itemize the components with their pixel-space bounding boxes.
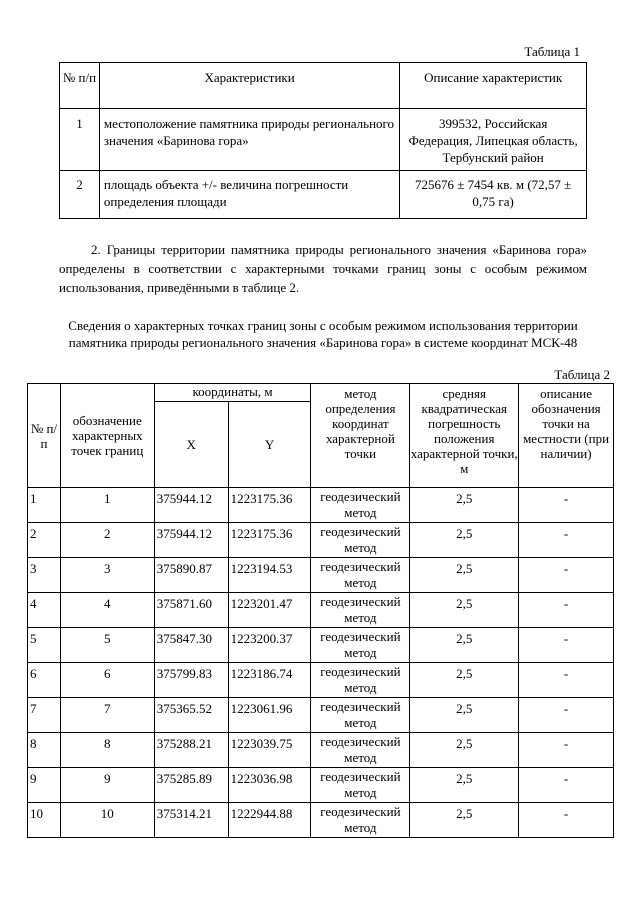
coordinates-table [27,383,614,838]
table2-cell-y: 1223175.36 [228,523,311,558]
table2-header-designation: обозначение характерных точек границ [60,384,154,488]
characteristics-table [59,62,587,219]
table2-cell-description: - [519,628,614,663]
table2-cell-num: 5 [28,628,61,663]
table2-cell-method: геодезический метод [311,488,410,523]
table2-cell-designation: 10 [60,803,154,838]
table2-body [28,488,614,838]
table2-cell-error: 2,5 [410,593,519,628]
table2-cell-error: 2,5 [410,768,519,803]
table2-cell-designation: 3 [60,558,154,593]
table2-cell-description: - [519,733,614,768]
table2-caption: Таблица 2 [554,367,610,382]
table-row [28,733,614,768]
boundary-paragraph: 2. Границы территории памятника природы регионального значения «Баринова гора» определены в соответствии с характерными точками границ зоны с особым режимом использования, приведёнными в таблице 2. [59,242,587,295]
table2-cell-num: 3 [28,558,61,593]
table2-cell-error: 2,5 [410,733,519,768]
table1-header-row [60,63,587,109]
table2-cell-x: 375871.60 [154,593,228,628]
table2-cell-y: 1223175.36 [228,488,311,523]
table2-cell-method: геодезический метод [311,768,410,803]
table1-cell: 1 [60,109,100,171]
table2-header-error: средняя квадратическая погрешность положения характерной точки, м [410,384,519,488]
table2-cell-num: 10 [28,803,61,838]
table2-cell-y: 1223039.75 [228,733,311,768]
table2-cell-designation: 9 [60,768,154,803]
table1-cell: местоположение памятника природы регионального значения «Баринова гора» [99,109,399,171]
table2-cell-num: 7 [28,698,61,733]
table2-cell-description: - [519,663,614,698]
table2-cell-error: 2,5 [410,698,519,733]
table-row [28,768,614,803]
table2-cell-description: - [519,698,614,733]
table2-cell-designation: 8 [60,733,154,768]
table2-cell-error: 2,5 [410,663,519,698]
table2-cell-x: 375944.12 [154,488,228,523]
table2-cell-method: геодезический метод [311,698,410,733]
table2-header-method: метод определения координат характерной точки [311,384,410,488]
table-row [28,488,614,523]
table2-cell-designation: 5 [60,628,154,663]
table2-cell-num: 2 [28,523,61,558]
table2-cell-designation: 2 [60,523,154,558]
table2-cell-designation: 7 [60,698,154,733]
table2-cell-num: 1 [28,488,61,523]
table2-cell-description: - [519,803,614,838]
table2-cell-method: геодезический метод [311,523,410,558]
table2-cell-x: 375944.12 [154,523,228,558]
table2-header-coordinates: координаты, м [154,384,311,402]
table2-cell-designation: 4 [60,593,154,628]
table1-header-num: № п/п [60,63,100,109]
table2-cell-method: геодезический метод [311,558,410,593]
table2-cell-x: 375799.83 [154,663,228,698]
table2-cell-num: 8 [28,733,61,768]
table2-cell-num: 9 [28,768,61,803]
table2-cell-y: 1223036.98 [228,768,311,803]
table1-header-description: Описание характеристик [400,63,587,109]
table1-cell: 399532, Российская Федерация, Липецкая область, Тербунский район [400,109,587,171]
table1-header-characteristics: Характеристики [99,63,399,109]
table2-cell-error: 2,5 [410,558,519,593]
table2-header-num: № п/п [28,384,61,488]
table2-cell-description: - [519,523,614,558]
table2-header-x: X [154,402,228,488]
table2-cell-num: 6 [28,663,61,698]
table1-caption: Таблица 1 [524,44,580,59]
table-row [28,558,614,593]
table2-cell-description: - [519,558,614,593]
table-row [28,803,614,838]
table2-cell-num: 4 [28,593,61,628]
table2-cell-x: 375890.87 [154,558,228,593]
table2-cell-method: геодезический метод [311,628,410,663]
table2-header-y: Y [228,402,311,488]
table-row [28,628,614,663]
table2-cell-y: 1222944.88 [228,803,311,838]
table2-cell-error: 2,5 [410,488,519,523]
table2-cell-y: 1223200.37 [228,628,311,663]
table2-cell-y: 1223201.47 [228,593,311,628]
table2-cell-method: геодезический метод [311,803,410,838]
table2-cell-description: - [519,768,614,803]
table2-cell-x: 375314.21 [154,803,228,838]
table-row [60,109,587,171]
table2-cell-y: 1223186.74 [228,663,311,698]
table2-cell-x: 375847.30 [154,628,228,663]
table1-cell: 725676 ± 7454 кв. м (72,57 ± 0,75 га) [400,171,587,219]
table2-cell-x: 375288.21 [154,733,228,768]
table2-cell-error: 2,5 [410,523,519,558]
table2-cell-error: 2,5 [410,628,519,663]
table2-cell-y: 1223194.53 [228,558,311,593]
table2-cell-method: геодезический метод [311,593,410,628]
table-row [28,698,614,733]
table1-cell: 2 [60,171,100,219]
table2-header-row [28,384,614,402]
table2-cell-designation: 6 [60,663,154,698]
table2-cell-x: 375285.89 [154,768,228,803]
table2-cell-method: геодезический метод [311,733,410,768]
table2-cell-method: геодезический метод [311,663,410,698]
table2-header-description: описание обозначения точки на местности (при наличии) [519,384,614,488]
table2-title: Сведения о характерных точках границ зоны с особым режимом использования территории памятника природы регионального значения «Баринова гора» в системе координат МСК-48 [68,318,578,350]
table-row [28,593,614,628]
table2-cell-designation: 1 [60,488,154,523]
table2-cell-error: 2,5 [410,803,519,838]
table-row [28,523,614,558]
table-row [60,171,587,219]
table1-cell: площадь объекта +/- величина погрешности определения площади [99,171,399,219]
table2-cell-description: - [519,488,614,523]
table2-cell-x: 375365.52 [154,698,228,733]
table2-cell-y: 1223061.96 [228,698,311,733]
table-row [28,663,614,698]
table2-cell-description: - [519,593,614,628]
